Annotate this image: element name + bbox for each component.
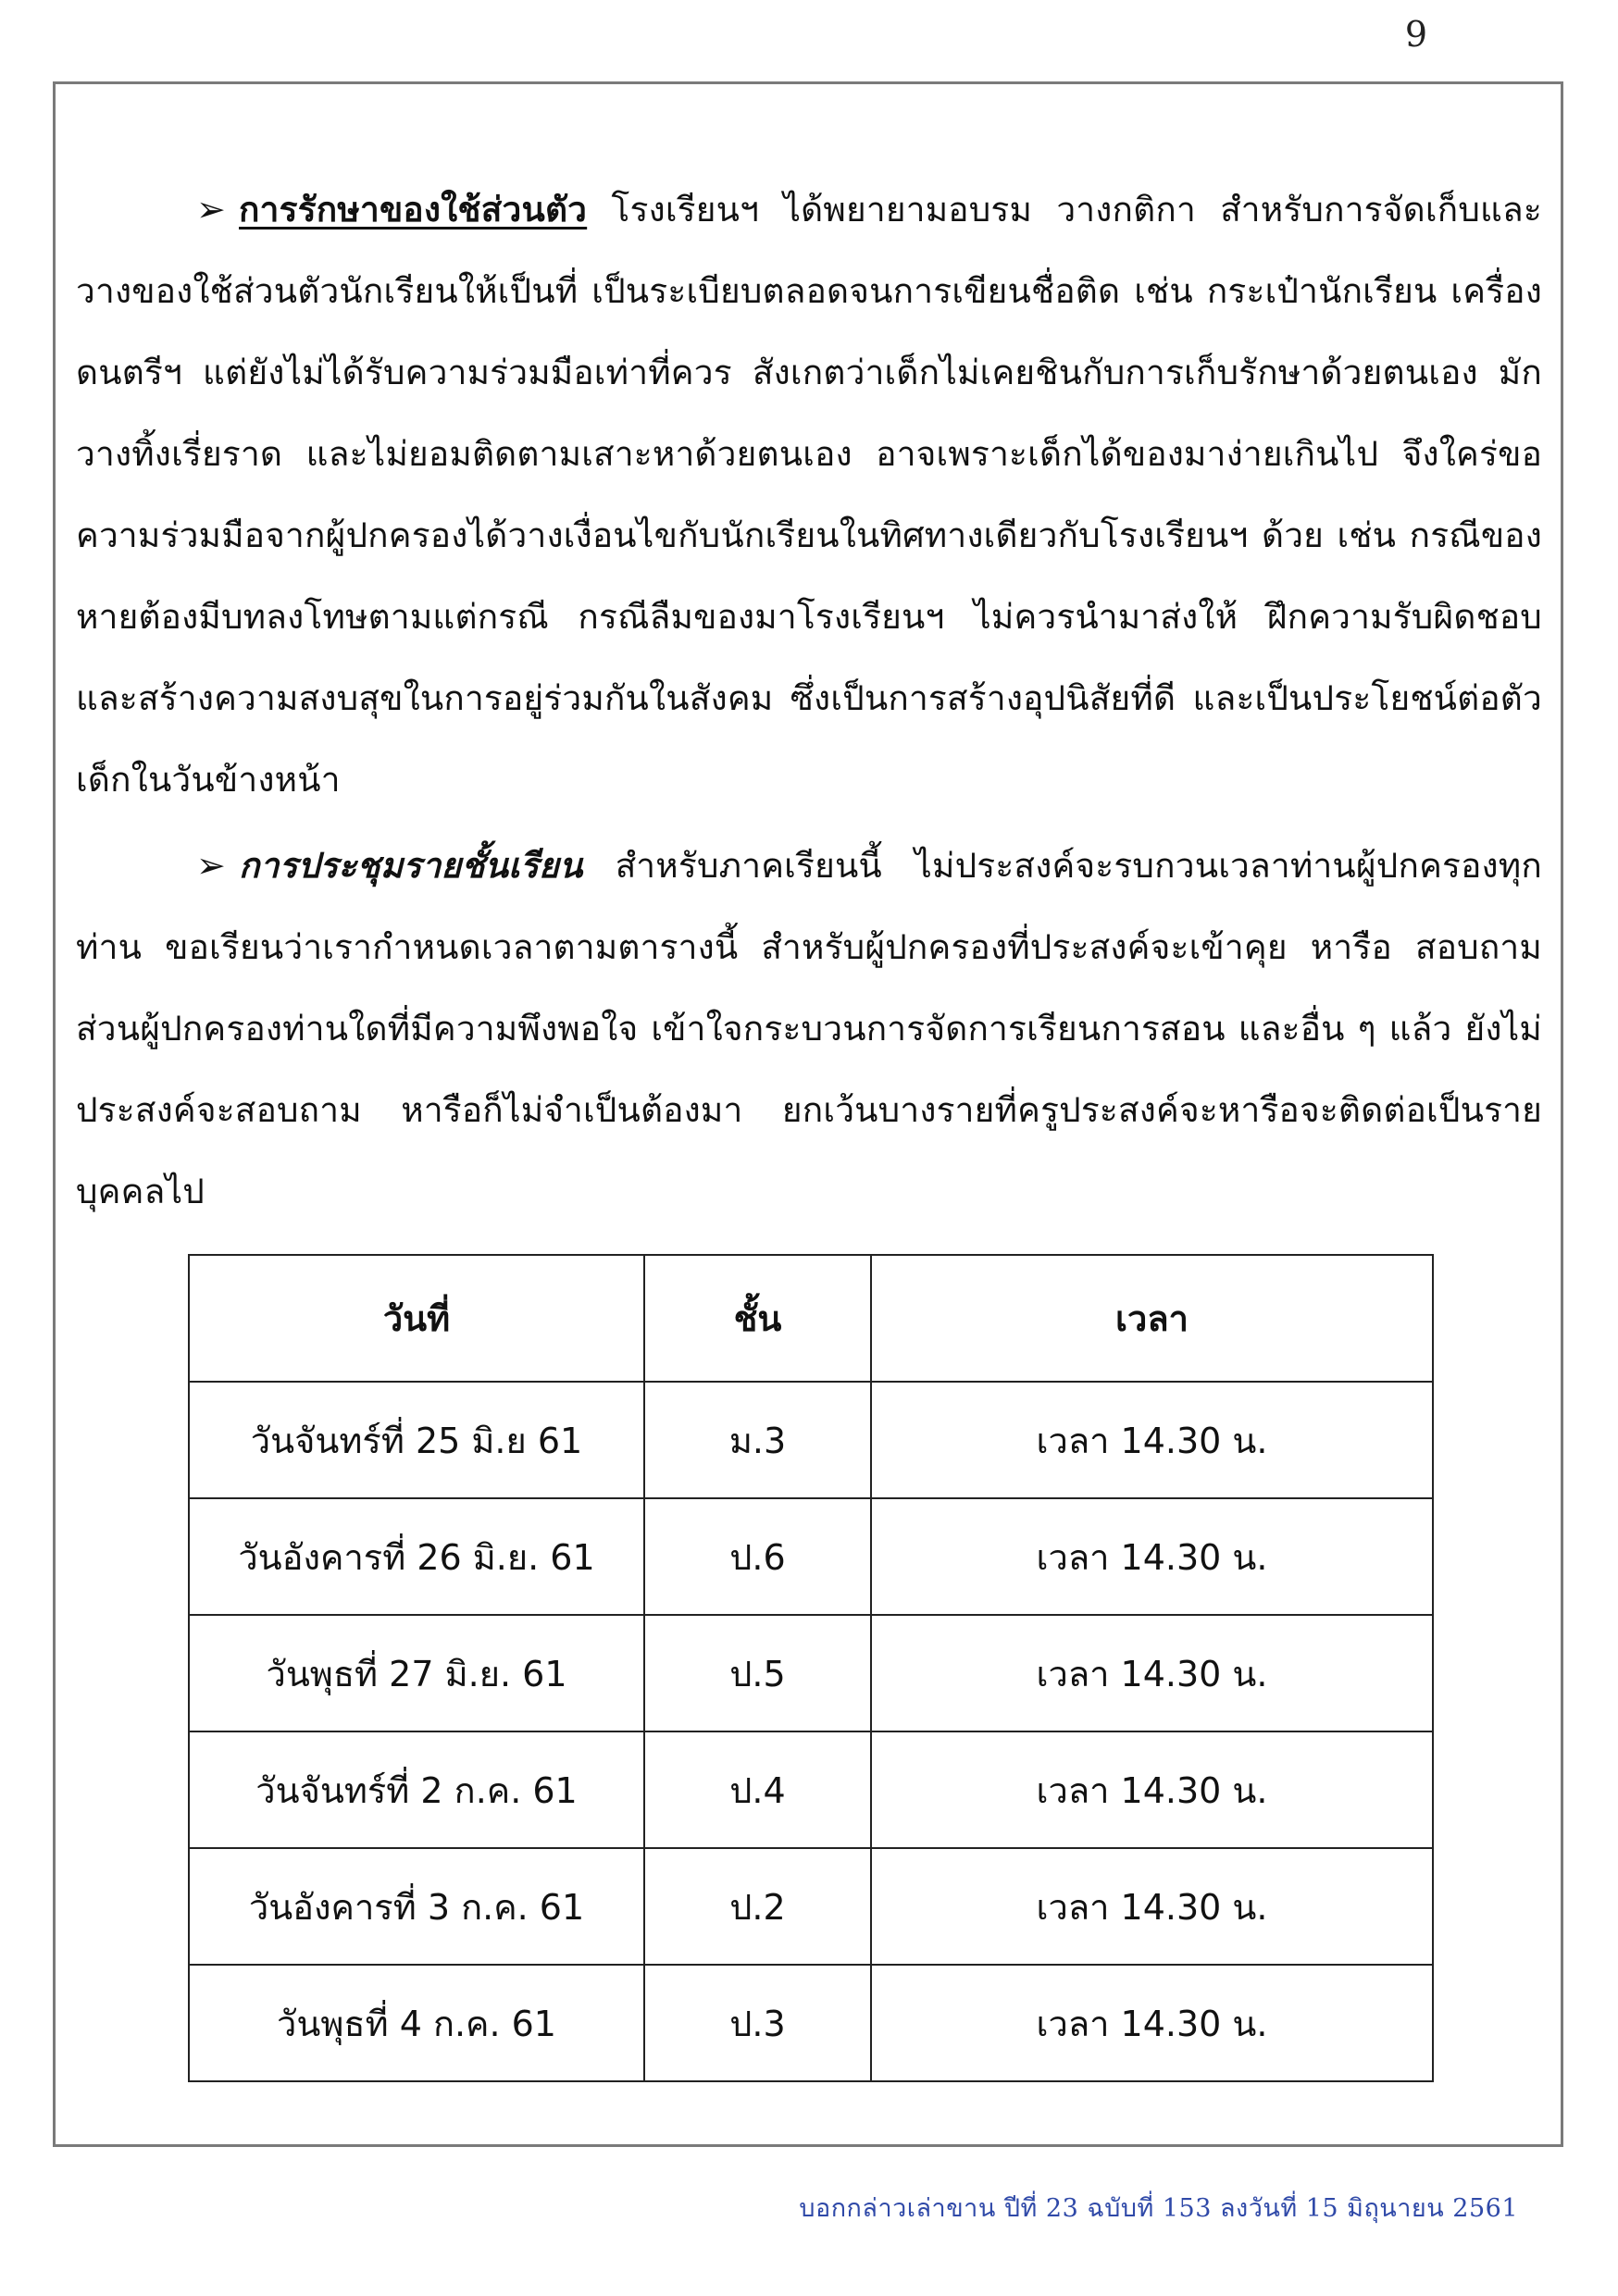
cell-class: ป.6 xyxy=(644,1498,871,1615)
cell-time: เวลา 14.30 น. xyxy=(871,1965,1433,2081)
cell-class: ป.5 xyxy=(644,1615,871,1731)
cell-time: เวลา 14.30 น. xyxy=(871,1382,1433,1498)
header-date: วันที่ xyxy=(189,1255,644,1382)
cell-date: วันจันทร์ที่ 25 มิ.ย 61 xyxy=(189,1382,644,1498)
cell-date: วันพุธที่ 27 มิ.ย. 61 xyxy=(189,1615,644,1731)
page-content xyxy=(76,168,1542,1233)
table-row xyxy=(189,1498,1433,1615)
table-row xyxy=(189,1382,1433,1498)
cell-class: ป.3 xyxy=(644,1965,871,2081)
cell-class: ป.4 xyxy=(644,1731,871,1848)
paragraph-personal-belongings xyxy=(76,168,1542,821)
table-row xyxy=(189,1615,1433,1731)
cell-class: ป.2 xyxy=(644,1848,871,1965)
paragraph-body: สำหรับภาคเรียนนี้ ไม่ประสงค์จะรบกวนเวลาท่านผู้ปกครองทุกท่าน ขอเรียนว่าเรากำหนดเวลาตามตารางนี้ สำหรับผู้ปกครองที่ประสงค์จะเข้าคุย หารือ สอบถาม ส่วนผู้ปกครองท่านใดที่มีความพึงพอใจ เข้าใจกระบวนการจัดการเรียนการสอน และอื่น ๆ แล้ว ยังไม่ประสงค์จะสอบถาม หารือก็ไม่จำเป็นต้องมา ยกเว้นบางรายที่ครูประสงค์จะหารือจะติดต่อเป็นรายบุคคลไป xyxy=(76,846,1542,1211)
table-row xyxy=(189,1731,1433,1848)
paragraph-class-meeting xyxy=(76,825,1542,1233)
cell-date: วันอังคารที่ 26 มิ.ย. 61 xyxy=(189,1498,644,1615)
arrow-bullet-icon: ➢ xyxy=(196,845,227,886)
cell-date: วันพุธที่ 4 ก.ค. 61 xyxy=(189,1965,644,2081)
cell-class: ม.3 xyxy=(644,1382,871,1498)
table-row xyxy=(189,1965,1433,2081)
cell-time: เวลา 14.30 น. xyxy=(871,1498,1433,1615)
arrow-bullet-icon: ➢ xyxy=(196,189,227,230)
header-class: ชั้น xyxy=(644,1255,871,1382)
meeting-schedule-table xyxy=(188,1254,1434,2082)
cell-time: เวลา 14.30 น. xyxy=(871,1848,1433,1965)
paragraph-heading: การประชุมรายชั้นเรียน xyxy=(239,846,583,886)
cell-time: เวลา 14.30 น. xyxy=(871,1615,1433,1731)
cell-date: วันอังคารที่ 3 ก.ค. 61 xyxy=(189,1848,644,1965)
header-time: เวลา xyxy=(871,1255,1433,1382)
cell-time: เวลา 14.30 น. xyxy=(871,1731,1433,1848)
newsletter-footer: บอกกล่าวเล่าขาน ปีที่ 23 ฉบับที่ 153 ลงวันที่ 15 มิถุนายน 2561 xyxy=(799,2194,1518,2223)
paragraph-body: โรงเรียนฯ ได้พยายามอบรม วางกติกา สำหรับการจัดเก็บและวางของใช้ส่วนตัวนักเรียนให้เป็นที่ เป็นระเบียบตลอดจนการเขียนชื่อติด เช่น กระเป๋านักเรียน เครื่องดนตรีฯ แต่ยังไม่ได้รับความร่วมมือเท่าที่ควร สังเกตว่าเด็กไม่เคยชินกับการเก็บรักษาด้วยตนเอง มักวางทิ้งเรี่ยราด และไม่ยอมติดตามเสาะหาด้วยตนเอง อาจเพราะเด็กได้ของมาง่ายเกินไป จึงใคร่ขอความร่วมมือจากผู้ปกครองได้วางเงื่อนไขกับนักเรียนในทิศทางเดียวกับโรงเรียนฯ ด้วย เช่น กรณีของหายต้องมีบทลงโทษตามแต่กรณี กรณีลืมของมาโรงเรียนฯ ไม่ควรนำมาส่งให้ ฝึกความรับผิดชอบ และสร้างความสงบสุขในการอยู่ร่วมกันในสังคม ซึ่งเป็นการสร้างอุปนิสัยที่ดี และเป็นประโยชน์ต่อตัวเด็กในวันข้างหน้า xyxy=(76,190,1542,800)
table-header-row xyxy=(189,1255,1433,1382)
page-number: 9 xyxy=(1404,14,1428,55)
paragraph-heading: การรักษาของใช้ส่วนตัว xyxy=(239,190,588,230)
table-row xyxy=(189,1848,1433,1965)
cell-date: วันจันทร์ที่ 2 ก.ค. 61 xyxy=(189,1731,644,1848)
